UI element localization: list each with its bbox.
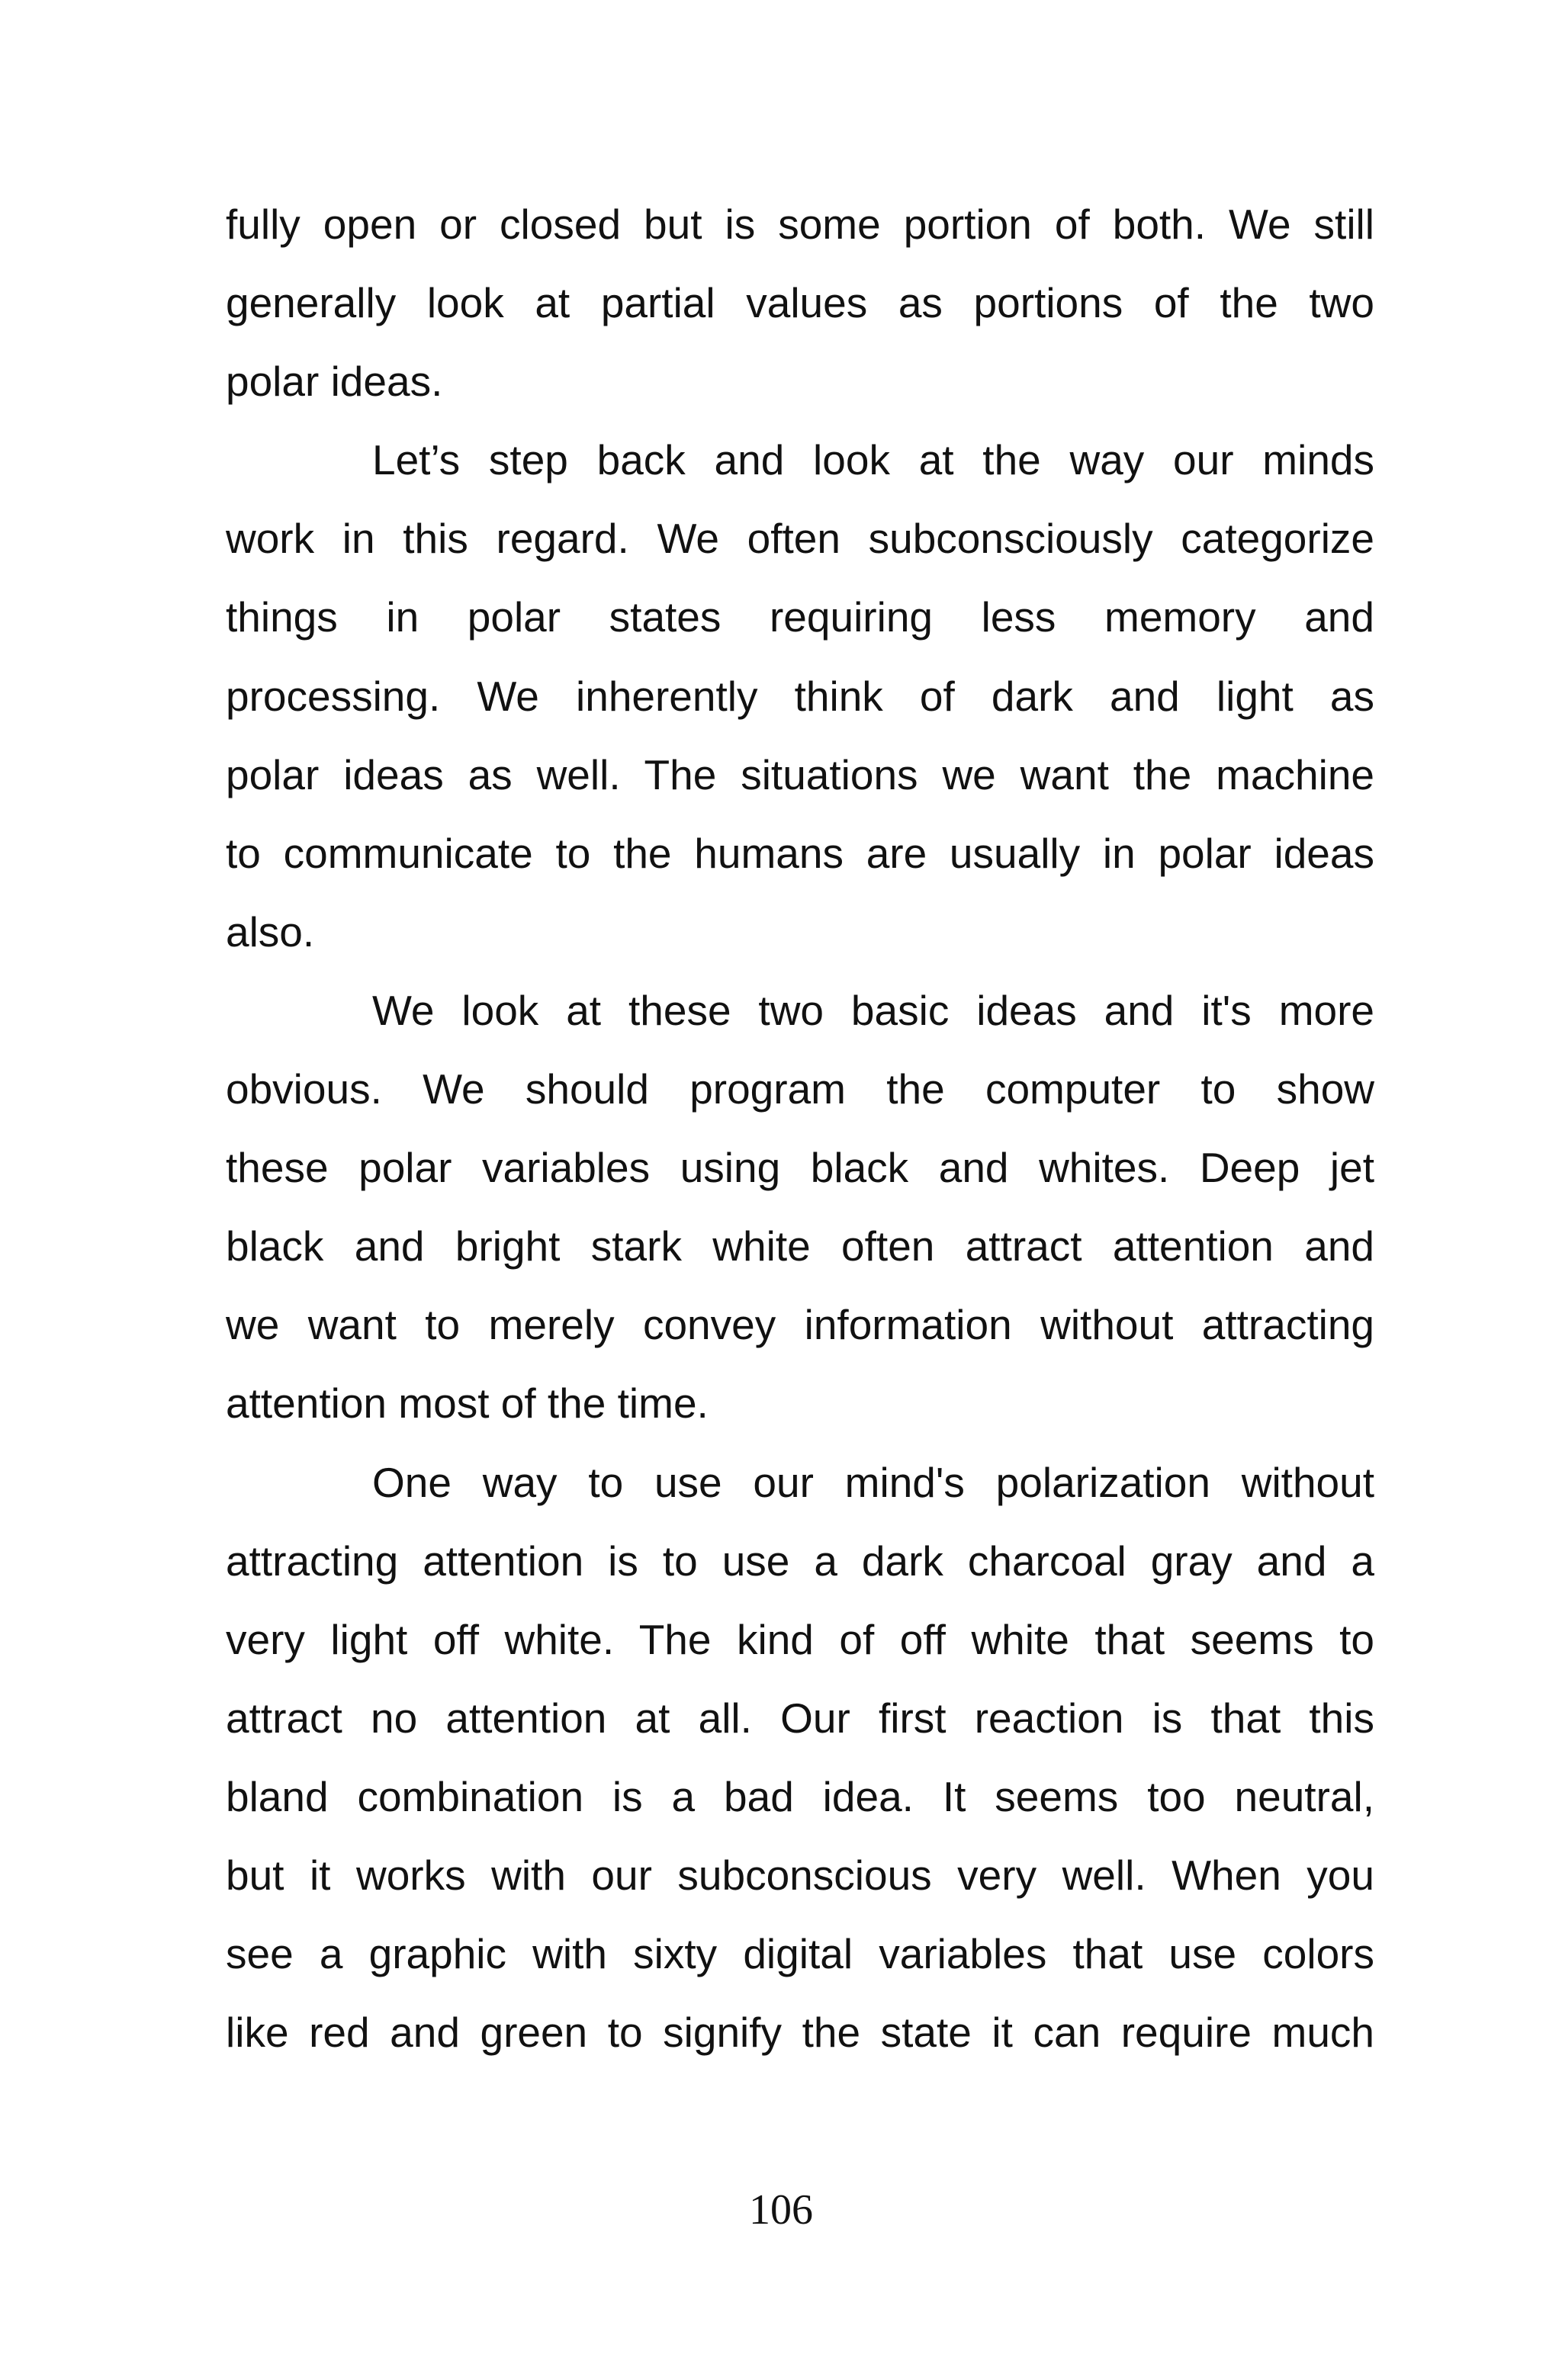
text-line: attracting attention is to use a dark charcoal gray and a bbox=[226, 1537, 1374, 1585]
text-line: generally look at partial values as portions of the two bbox=[226, 279, 1374, 327]
text-line: bland combination is a bad idea. It seems too neutral, bbox=[226, 1772, 1374, 1820]
text-line: but it works with our subconscious very well. When you bbox=[226, 1851, 1374, 1899]
text-line: fully open or closed but is some portion of both. We still bbox=[226, 201, 1374, 248]
text-line: black and bright stark white often attract attention and bbox=[226, 1222, 1374, 1270]
text-line: also. bbox=[226, 907, 315, 956]
text-line: see a graphic with sixty digital variables that use colors bbox=[226, 1930, 1374, 1978]
paragraph-first-line: One way to use our mind's polarization without bbox=[372, 1458, 1374, 1506]
text-line: processing. We inherently think of dark and light as bbox=[226, 672, 1374, 720]
text-line: like red and green to signify the state it can require much bbox=[226, 2009, 1374, 2057]
text-line: to communicate to the humans are usually in polar ideas bbox=[226, 829, 1374, 877]
paragraph-first-line: Let’s step back and look at the way our minds bbox=[372, 436, 1374, 484]
text-line: attention most of the time. bbox=[226, 1380, 709, 1428]
page-number: 106 bbox=[749, 2186, 813, 2234]
text-line: attract no attention at all. Our first reaction is that this bbox=[226, 1694, 1374, 1742]
text-line: these polar variables using black and whites. Deep jet bbox=[226, 1144, 1374, 1192]
body-text bbox=[226, 194, 1374, 2080]
text-line: things in polar states requiring less memory and bbox=[226, 593, 1374, 641]
text-line: polar ideas as well. The situations we want the machine bbox=[226, 750, 1374, 798]
text-line: very light off white. The kind of off white that seems to bbox=[226, 1615, 1374, 1663]
text-line: polar ideas. bbox=[226, 358, 443, 406]
paragraph-first-line: We look at these two basic ideas and it's more bbox=[372, 986, 1374, 1034]
text-line: work in this regard. We often subconsciously categorize bbox=[226, 515, 1374, 563]
text-line: obvious. We should program the computer to show bbox=[226, 1065, 1374, 1113]
text-line: we want to merely convey information without attracting bbox=[226, 1301, 1374, 1349]
